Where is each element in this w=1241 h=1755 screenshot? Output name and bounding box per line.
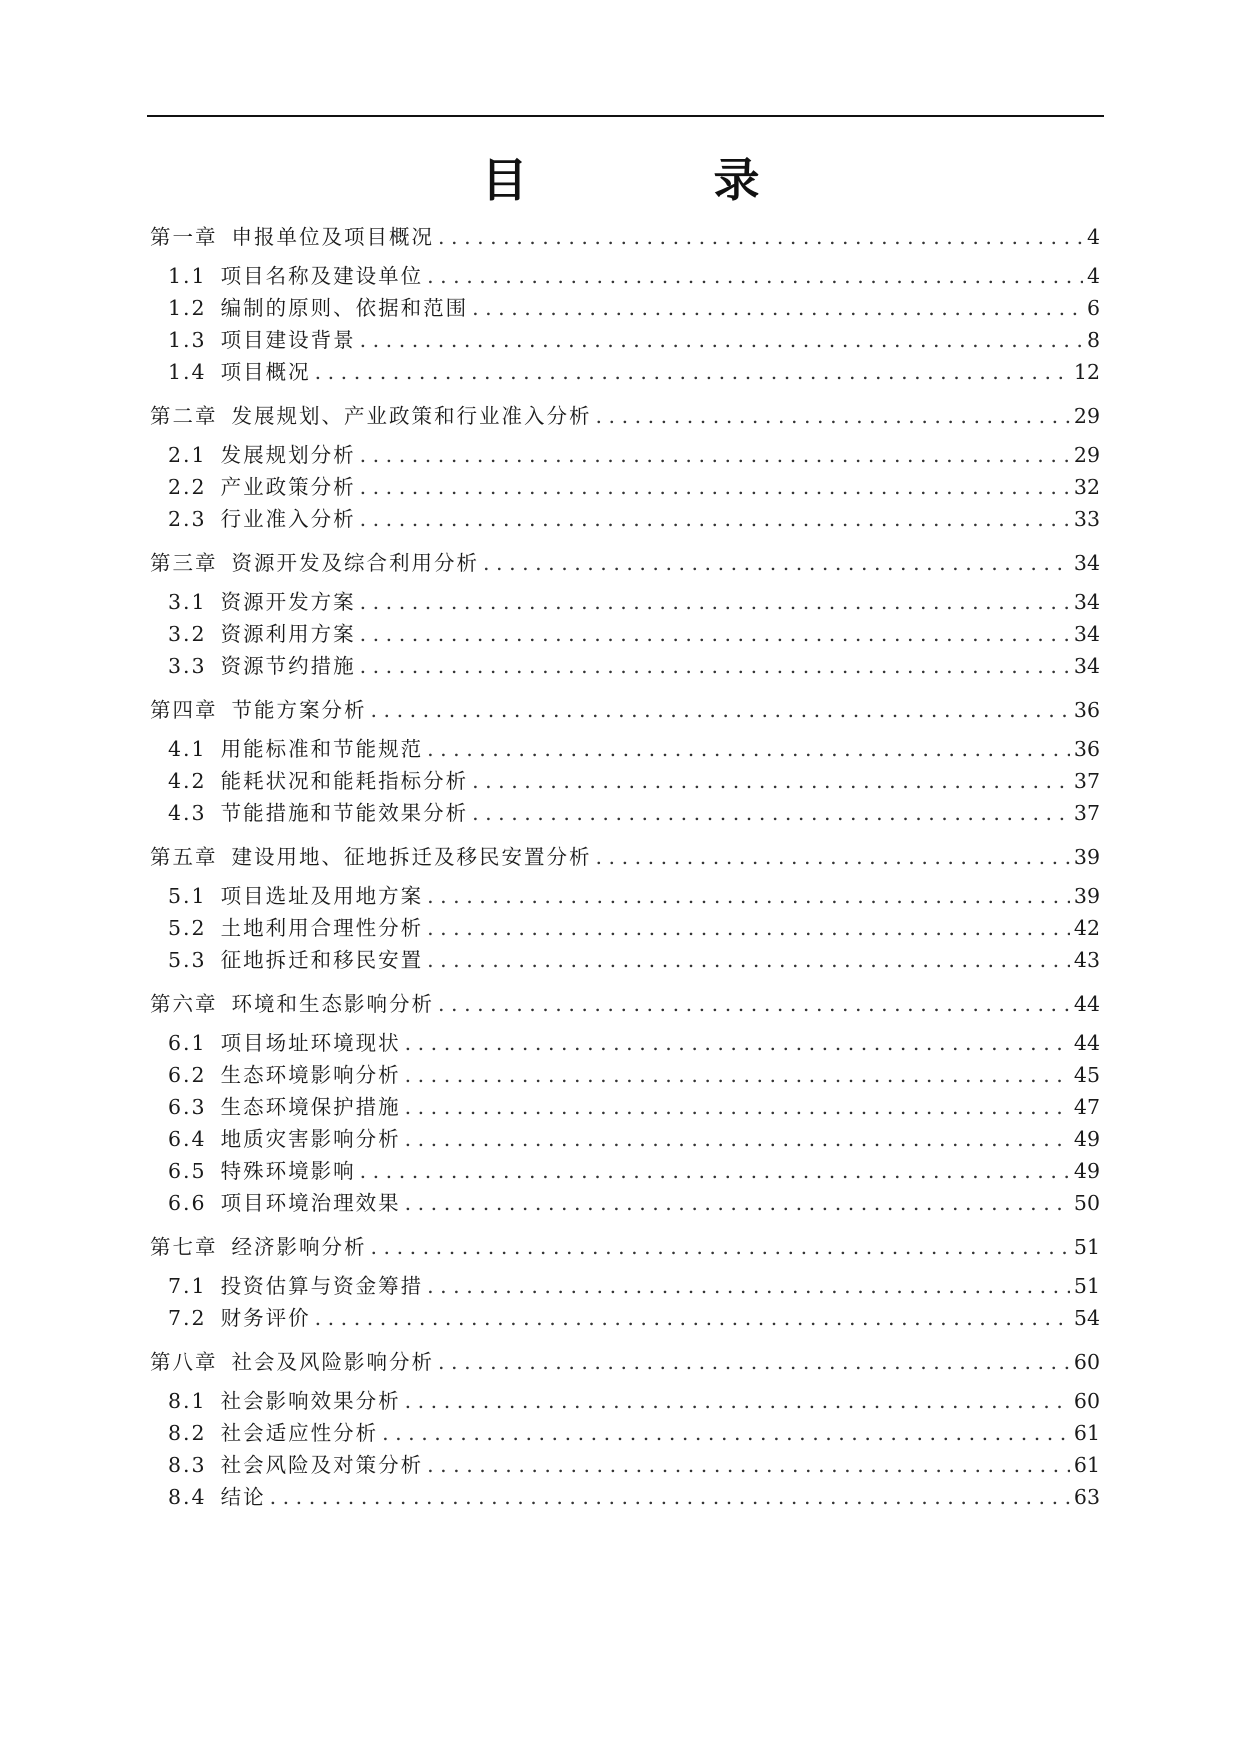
toc-entry-title: 地质灾害影响分析 bbox=[220, 1127, 401, 1151]
toc-dot-leader bbox=[427, 735, 1070, 763]
toc-entry-title: 产业政策分析 bbox=[220, 475, 356, 499]
toc-entry-number: 6.1 bbox=[168, 1031, 207, 1055]
toc-section-entry[interactable] bbox=[150, 735, 1100, 763]
toc-section-entry[interactable] bbox=[150, 767, 1100, 795]
toc-entry-number: 6.3 bbox=[168, 1095, 207, 1119]
toc-page-number: 44 bbox=[1073, 1031, 1100, 1055]
toc-entry-title: 资源开发方案 bbox=[220, 590, 356, 614]
toc-entry-number: 第六章 bbox=[150, 992, 218, 1016]
toc-section-entry[interactable] bbox=[150, 1419, 1100, 1447]
toc-page-number: 4 bbox=[1086, 264, 1100, 288]
toc-section-entry[interactable] bbox=[150, 1272, 1100, 1300]
toc-entry-label bbox=[168, 1451, 423, 1479]
toc-page-number: 49 bbox=[1073, 1127, 1100, 1151]
toc-page-number: 29 bbox=[1073, 404, 1100, 428]
toc-section-entry[interactable] bbox=[150, 882, 1100, 910]
toc-section-entry[interactable] bbox=[150, 294, 1100, 322]
toc-entry-title: 资源利用方案 bbox=[220, 622, 356, 646]
toc-page-number: 47 bbox=[1073, 1095, 1100, 1119]
toc-entry-label bbox=[168, 652, 356, 680]
toc-dot-leader bbox=[405, 1125, 1070, 1153]
toc-entry-number: 4.1 bbox=[168, 737, 207, 761]
toc-entry-label bbox=[168, 799, 468, 827]
toc-entry-label bbox=[150, 223, 434, 251]
toc-chapter-entry[interactable] bbox=[150, 990, 1100, 1018]
toc-page-number: 60 bbox=[1073, 1389, 1100, 1413]
toc-page-number: 8 bbox=[1086, 328, 1100, 352]
toc-entry-number: 4.3 bbox=[168, 801, 207, 825]
toc-entry-label bbox=[168, 1061, 401, 1089]
toc-page-number: 51 bbox=[1073, 1274, 1100, 1298]
toc-entry-label bbox=[168, 1029, 401, 1057]
toc-section-entry[interactable] bbox=[150, 505, 1100, 533]
toc-entry-label bbox=[168, 358, 311, 386]
toc-entry-number: 1.3 bbox=[168, 328, 207, 352]
toc-entry-label bbox=[150, 1348, 434, 1376]
toc-page-number: 51 bbox=[1073, 1235, 1100, 1259]
toc-entry-number: 1.1 bbox=[168, 264, 207, 288]
toc-entry-number: 第八章 bbox=[150, 1350, 218, 1374]
toc-entry-label bbox=[168, 1272, 423, 1300]
toc-entry-label bbox=[168, 294, 468, 322]
toc-section-entry[interactable] bbox=[150, 473, 1100, 501]
toc-section-entry[interactable] bbox=[150, 914, 1100, 942]
toc-entry-title: 生态环境保护措施 bbox=[220, 1095, 401, 1119]
toc-dot-leader bbox=[360, 473, 1070, 501]
toc-page-number: 36 bbox=[1073, 737, 1100, 761]
toc-entry-title: 发展规划、产业政策和行业准入分析 bbox=[231, 404, 592, 428]
toc-entry-label bbox=[168, 946, 423, 974]
toc-section-entry[interactable] bbox=[150, 620, 1100, 648]
toc-entry-title: 社会影响效果分析 bbox=[220, 1389, 401, 1413]
toc-entry-number: 3.1 bbox=[168, 590, 207, 614]
toc-section-entry[interactable] bbox=[150, 358, 1100, 386]
toc-dot-leader bbox=[472, 799, 1070, 827]
toc-entry-number: 1.2 bbox=[168, 296, 207, 320]
toc-page-number: 43 bbox=[1073, 948, 1100, 972]
toc-entry-number: 2.3 bbox=[168, 507, 207, 531]
toc-entry-title: 经济影响分析 bbox=[231, 1235, 367, 1259]
toc-page-number: 34 bbox=[1073, 551, 1100, 575]
toc-section-entry[interactable] bbox=[150, 946, 1100, 974]
toc-section-entry[interactable] bbox=[150, 262, 1100, 290]
toc-dot-leader bbox=[472, 294, 1083, 322]
toc-dot-leader bbox=[360, 1157, 1070, 1185]
toc-page-number: 36 bbox=[1073, 698, 1100, 722]
toc-page-number: 63 bbox=[1073, 1485, 1100, 1509]
toc-entry-number: 第二章 bbox=[150, 404, 218, 428]
toc-entry-title: 特殊环境影响 bbox=[220, 1159, 356, 1183]
toc-entry-label bbox=[168, 767, 468, 795]
toc-entry-title: 社会风险及对策分析 bbox=[220, 1453, 424, 1477]
toc-entry-label bbox=[168, 473, 356, 501]
toc-entry-number: 5.1 bbox=[168, 884, 207, 908]
toc-page-number: 37 bbox=[1073, 801, 1100, 825]
toc-entry-label bbox=[168, 1419, 378, 1447]
toc-section-entry[interactable] bbox=[150, 326, 1100, 354]
toc-entry-title: 申报单位及项目概况 bbox=[231, 225, 434, 249]
toc-dot-leader bbox=[315, 1304, 1070, 1332]
toc-dot-leader bbox=[270, 1483, 1070, 1511]
toc-dot-leader bbox=[472, 767, 1070, 795]
toc-entry-title: 生态环境影响分析 bbox=[220, 1063, 401, 1087]
toc-dot-leader bbox=[483, 549, 1070, 577]
toc-entry-title: 编制的原则、依据和范围 bbox=[220, 296, 469, 320]
toc-page-number: 34 bbox=[1073, 654, 1100, 678]
table-of-contents bbox=[150, 223, 1100, 1515]
toc-entry-title: 社会适应性分析 bbox=[220, 1421, 379, 1445]
toc-entry-label bbox=[168, 1189, 401, 1217]
toc-entry-title: 结论 bbox=[220, 1485, 266, 1509]
header-rule bbox=[147, 115, 1104, 117]
toc-section-entry[interactable] bbox=[150, 1093, 1100, 1121]
toc-chapter-entry[interactable] bbox=[150, 696, 1100, 724]
toc-page-number: 39 bbox=[1073, 884, 1100, 908]
toc-dot-leader bbox=[360, 588, 1070, 616]
toc-entry-title: 节能措施和节能效果分析 bbox=[220, 801, 469, 825]
toc-page-number: 45 bbox=[1073, 1063, 1100, 1087]
toc-page-number: 33 bbox=[1073, 507, 1100, 531]
toc-entry-number: 6.2 bbox=[168, 1063, 207, 1087]
toc-entry-label bbox=[168, 1093, 401, 1121]
toc-entry-number: 第七章 bbox=[150, 1235, 218, 1259]
toc-entry-label bbox=[168, 262, 423, 290]
toc-entry-title: 项目场址环境现状 bbox=[220, 1031, 401, 1055]
toc-section-entry[interactable] bbox=[150, 1061, 1100, 1089]
toc-section-entry[interactable] bbox=[150, 588, 1100, 616]
toc-entry-label bbox=[168, 620, 356, 648]
toc-page-number: 61 bbox=[1073, 1453, 1100, 1477]
toc-page-number: 60 bbox=[1073, 1350, 1100, 1374]
toc-section-entry[interactable] bbox=[150, 1451, 1100, 1479]
toc-page-number: 42 bbox=[1073, 916, 1100, 940]
toc-chapter-entry[interactable] bbox=[150, 402, 1100, 430]
toc-page-number: 61 bbox=[1073, 1421, 1100, 1445]
toc-page-number: 50 bbox=[1073, 1191, 1100, 1215]
toc-entry-number: 8.3 bbox=[168, 1453, 207, 1477]
toc-entry-number: 2.2 bbox=[168, 475, 207, 499]
toc-section-entry[interactable] bbox=[150, 1387, 1100, 1415]
toc-entry-number: 第五章 bbox=[150, 845, 218, 869]
toc-page-number: 39 bbox=[1073, 845, 1100, 869]
toc-entry-label bbox=[168, 1157, 356, 1185]
toc-page-number: 32 bbox=[1073, 475, 1100, 499]
toc-chapter-entry[interactable] bbox=[150, 223, 1100, 251]
toc-entry-title: 项目选址及用地方案 bbox=[220, 884, 424, 908]
toc-entry-label bbox=[168, 326, 356, 354]
toc-entry-number: 6.4 bbox=[168, 1127, 207, 1151]
toc-entry-number: 6.5 bbox=[168, 1159, 207, 1183]
toc-dot-leader bbox=[360, 620, 1070, 648]
toc-entry-label bbox=[168, 1387, 401, 1415]
toc-dot-leader bbox=[405, 1093, 1070, 1121]
toc-entry-number: 2.1 bbox=[168, 443, 207, 467]
toc-entry-title: 行业准入分析 bbox=[220, 507, 356, 531]
toc-section-entry[interactable] bbox=[150, 652, 1100, 680]
toc-entry-label bbox=[150, 990, 434, 1018]
toc-dot-leader bbox=[405, 1189, 1070, 1217]
toc-entry-number: 8.1 bbox=[168, 1389, 207, 1413]
toc-entry-number: 7.1 bbox=[168, 1274, 207, 1298]
toc-dot-leader bbox=[427, 914, 1070, 942]
toc-entry-label bbox=[168, 1483, 266, 1511]
toc-entry-label bbox=[150, 1233, 367, 1261]
toc-entry-title: 项目环境治理效果 bbox=[220, 1191, 401, 1215]
toc-entry-label bbox=[168, 441, 356, 469]
toc-entry-title: 社会及风险影响分析 bbox=[231, 1350, 434, 1374]
toc-page-number: 34 bbox=[1073, 622, 1100, 646]
toc-dot-leader bbox=[438, 1348, 1070, 1376]
toc-section-entry[interactable] bbox=[150, 799, 1100, 827]
toc-dot-leader bbox=[427, 1451, 1070, 1479]
toc-page-number: 12 bbox=[1073, 360, 1100, 384]
toc-dot-leader bbox=[315, 358, 1070, 386]
toc-entry-label bbox=[168, 882, 423, 910]
toc-entry-label bbox=[168, 588, 356, 616]
toc-dot-leader bbox=[427, 262, 1083, 290]
toc-entry-title: 征地拆迁和移民安置 bbox=[220, 948, 424, 972]
toc-page-number: 37 bbox=[1073, 769, 1100, 793]
toc-entry-label bbox=[150, 549, 479, 577]
toc-entry-number: 6.6 bbox=[168, 1191, 207, 1215]
toc-entry-number: 3.3 bbox=[168, 654, 207, 678]
toc-section-entry[interactable] bbox=[150, 1029, 1100, 1057]
toc-chapter-entry[interactable] bbox=[150, 549, 1100, 577]
toc-chapter-entry[interactable] bbox=[150, 1233, 1100, 1261]
toc-dot-leader bbox=[427, 1272, 1070, 1300]
toc-page-number: 44 bbox=[1073, 992, 1100, 1016]
toc-dot-leader bbox=[438, 990, 1070, 1018]
toc-dot-leader bbox=[438, 223, 1083, 251]
toc-entry-title: 投资估算与资金筹措 bbox=[220, 1274, 424, 1298]
toc-section-entry[interactable] bbox=[150, 1157, 1100, 1185]
toc-entry-title: 财务评价 bbox=[220, 1306, 311, 1330]
toc-entry-title: 土地利用合理性分析 bbox=[220, 916, 424, 940]
toc-page-number: 34 bbox=[1073, 590, 1100, 614]
toc-section-entry[interactable] bbox=[150, 1189, 1100, 1217]
toc-dot-leader bbox=[371, 1233, 1070, 1261]
toc-entry-number: 第一章 bbox=[150, 225, 218, 249]
toc-page-number: 4 bbox=[1086, 225, 1100, 249]
toc-entry-number: 1.4 bbox=[168, 360, 207, 384]
toc-dot-leader bbox=[360, 652, 1070, 680]
toc-section-entry[interactable] bbox=[150, 441, 1100, 469]
toc-entry-number: 7.2 bbox=[168, 1306, 207, 1330]
toc-dot-leader bbox=[596, 843, 1070, 871]
toc-page-number: 6 bbox=[1086, 296, 1100, 320]
toc-dot-leader bbox=[427, 946, 1070, 974]
toc-chapter-entry[interactable] bbox=[150, 1348, 1100, 1376]
toc-dot-leader bbox=[405, 1061, 1070, 1089]
toc-dot-leader bbox=[360, 441, 1070, 469]
toc-section-entry[interactable] bbox=[150, 1304, 1100, 1332]
toc-dot-leader bbox=[427, 882, 1070, 910]
toc-chapter-entry[interactable] bbox=[150, 843, 1100, 871]
toc-entry-title: 建设用地、征地拆迁及移民安置分析 bbox=[231, 845, 592, 869]
toc-entry-title: 能耗状况和能耗指标分析 bbox=[220, 769, 469, 793]
toc-entry-title: 资源节约措施 bbox=[220, 654, 356, 678]
toc-section-entry[interactable] bbox=[150, 1483, 1100, 1511]
toc-entry-label bbox=[168, 1125, 401, 1153]
toc-page-number: 49 bbox=[1073, 1159, 1100, 1183]
toc-entry-number: 4.2 bbox=[168, 769, 207, 793]
toc-entry-title: 项目建设背景 bbox=[220, 328, 356, 352]
toc-entry-title: 资源开发及综合利用分析 bbox=[231, 551, 479, 575]
toc-entry-title: 项目概况 bbox=[220, 360, 311, 384]
toc-page-number: 54 bbox=[1073, 1306, 1100, 1330]
toc-entry-number: 3.2 bbox=[168, 622, 207, 646]
toc-entry-label bbox=[168, 1304, 311, 1332]
toc-dot-leader bbox=[405, 1029, 1070, 1057]
toc-entry-number: 8.4 bbox=[168, 1485, 207, 1509]
toc-entry-label bbox=[150, 402, 592, 430]
toc-entry-number: 5.3 bbox=[168, 948, 207, 972]
toc-entry-number: 第四章 bbox=[150, 698, 218, 722]
toc-dot-leader bbox=[405, 1387, 1070, 1415]
toc-entry-number: 5.2 bbox=[168, 916, 207, 940]
toc-page-number: 29 bbox=[1073, 443, 1100, 467]
toc-dot-leader bbox=[382, 1419, 1070, 1447]
toc-dot-leader bbox=[596, 402, 1070, 430]
toc-entry-title: 发展规划分析 bbox=[220, 443, 356, 467]
toc-entry-title: 项目名称及建设单位 bbox=[220, 264, 424, 288]
toc-dot-leader bbox=[360, 505, 1070, 533]
toc-section-entry[interactable] bbox=[150, 1125, 1100, 1153]
toc-entry-title: 环境和生态影响分析 bbox=[231, 992, 434, 1016]
toc-entry-label bbox=[168, 735, 423, 763]
toc-entry-label bbox=[168, 505, 356, 533]
toc-dot-leader bbox=[371, 696, 1070, 724]
toc-entry-title: 用能标准和节能规范 bbox=[220, 737, 424, 761]
toc-title: 目 录 bbox=[481, 153, 830, 207]
toc-dot-leader bbox=[360, 326, 1083, 354]
toc-entry-label bbox=[150, 843, 592, 871]
toc-entry-number: 第三章 bbox=[150, 551, 218, 575]
toc-entry-title: 节能方案分析 bbox=[231, 698, 367, 722]
toc-entry-number: 8.2 bbox=[168, 1421, 207, 1445]
toc-entry-label bbox=[168, 914, 423, 942]
toc-entry-label bbox=[150, 696, 367, 724]
